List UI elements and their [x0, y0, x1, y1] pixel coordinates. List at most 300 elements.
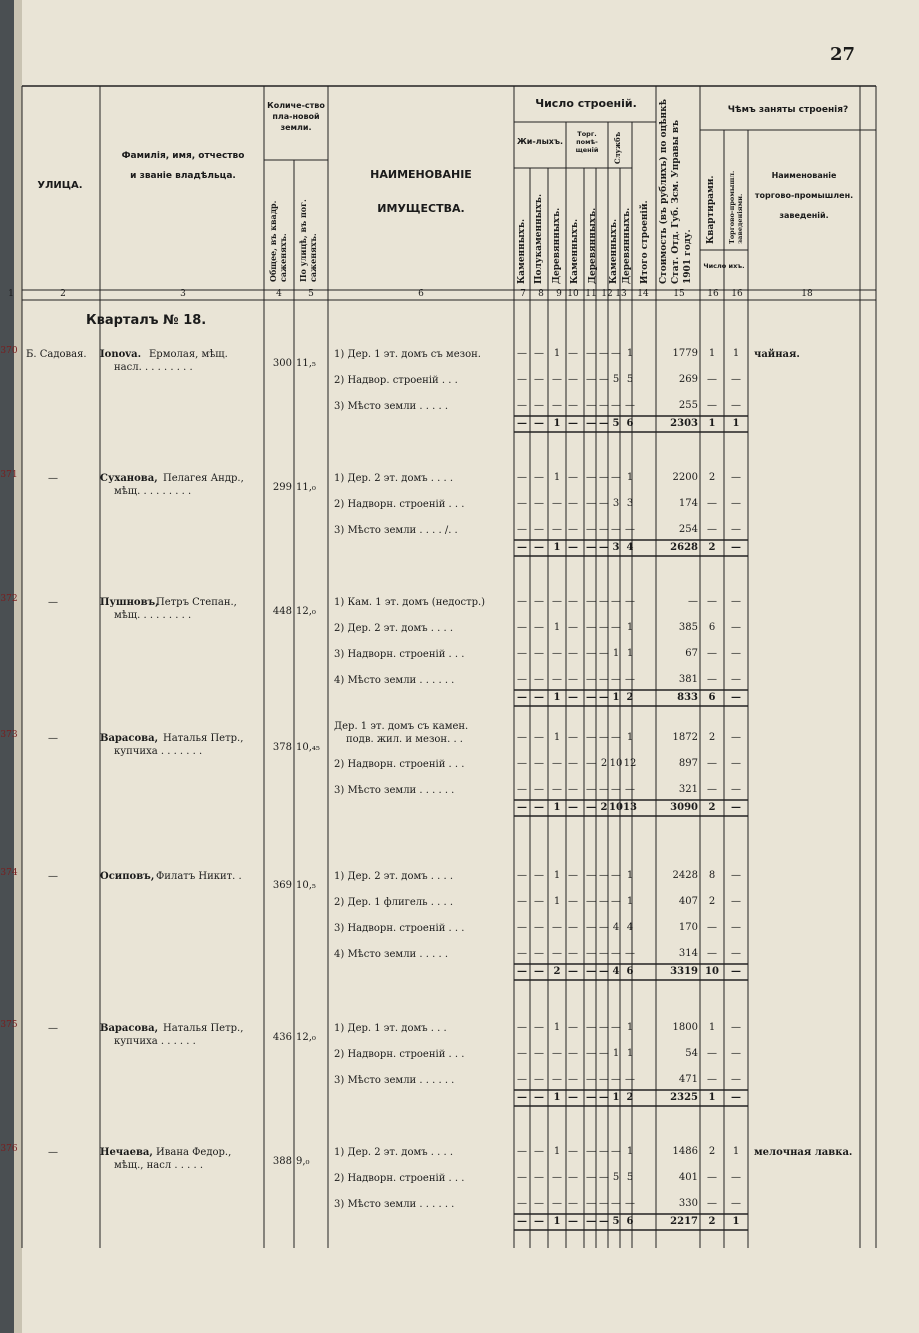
property-value: 321	[678, 784, 698, 795]
building-count-c9: —	[552, 948, 562, 959]
owner-surname: Суханова,	[100, 473, 158, 484]
building-count-c13: —	[611, 596, 621, 607]
street-name: —	[48, 473, 58, 484]
apartments-count: —	[707, 1074, 717, 1085]
property-value: 269	[678, 374, 698, 385]
trade-estab-count: —	[731, 896, 741, 907]
building-count-c12: —	[599, 524, 609, 535]
building-count-c11: —	[586, 1048, 596, 1059]
trade-estab-count: —	[731, 1172, 741, 1183]
total-count-c11: —	[586, 542, 596, 553]
building-count-c14: 3	[626, 498, 634, 509]
building-count-c7: —	[517, 1022, 527, 1033]
column-number: 8	[538, 289, 544, 299]
building-count-c8: —	[534, 1146, 544, 1157]
trade-estab-count: —	[731, 374, 741, 385]
total-apartments: 2	[708, 802, 716, 813]
building-count-c14: 1	[626, 1022, 634, 1033]
building-count-c8: —	[534, 1172, 544, 1183]
header-residential: Жи-лыхъ.	[516, 137, 564, 146]
total-count-c11: —	[586, 1216, 596, 1227]
header-wooden-2: Деревянныхъ.	[588, 207, 598, 284]
apartments-count: 2	[708, 1146, 716, 1157]
building-count-c13: —	[611, 1146, 621, 1157]
building-count-c9: —	[552, 648, 562, 659]
building-count-c10: —	[568, 948, 578, 959]
building-count-c11: —	[586, 758, 596, 769]
total-count-c13: 1	[612, 1092, 620, 1103]
entry-index: 370	[0, 346, 18, 356]
building-count-c7: —	[517, 732, 527, 743]
column-number: 2	[60, 289, 66, 299]
building-count-c10: —	[568, 1074, 578, 1085]
owner-status: мѣщ., насл . . . . .	[114, 1160, 204, 1171]
header-land-street: По улицѣ, въ пог. саженяхъ.	[298, 199, 318, 282]
trade-estab-count: —	[731, 732, 741, 743]
apartments-count: —	[707, 596, 717, 607]
building-count-c11: —	[586, 648, 596, 659]
apartments-count: 2	[708, 472, 716, 483]
building-count-c10: —	[568, 1172, 578, 1183]
property-value: 401	[678, 1172, 698, 1183]
building-count-c8: —	[534, 400, 544, 411]
total-apartments: 2	[708, 1216, 716, 1227]
property-item: 3) Мѣсто земли . . . . . .	[334, 785, 455, 796]
entry-index: 371	[0, 470, 18, 480]
header-stone-2: Каменныхъ.	[570, 218, 580, 284]
header-buildings: Число строеній.	[535, 97, 637, 110]
building-count-c14: —	[625, 400, 635, 411]
column-number: 11	[585, 289, 597, 299]
property-item: 2) Надворн. строеній . . .	[334, 1173, 465, 1184]
owner-status: мѣщ. . . . . . . . .	[114, 610, 192, 621]
total-count-c14: 2	[626, 1092, 634, 1103]
building-count-c13: —	[611, 784, 621, 795]
building-count-c14: —	[625, 1074, 635, 1085]
property-value: 897	[678, 758, 698, 769]
header-stone-3: Каменныхъ.	[609, 218, 619, 284]
building-count-c13: —	[611, 870, 621, 881]
building-count-c11: —	[586, 1172, 596, 1183]
establishment-name: мелочная лавка.	[754, 1147, 853, 1158]
property-value: 381	[678, 674, 698, 685]
building-count-c13: 10	[609, 758, 623, 769]
entry-index: 375	[0, 1020, 18, 1030]
building-count-c12: —	[599, 732, 609, 743]
building-count-c9: 1	[553, 472, 561, 483]
header-count: Число ихъ.	[703, 262, 745, 270]
total-count-c8: —	[534, 542, 544, 553]
trade-estab-count: 1	[732, 1146, 740, 1157]
apartments-count: 2	[708, 732, 716, 743]
total-count-c10: —	[568, 966, 578, 977]
building-count-c7: —	[517, 1172, 527, 1183]
building-count-c13: —	[611, 622, 621, 633]
total-count-c12: —	[599, 418, 609, 429]
property-item: 2) Надворн. строеній . . .	[334, 499, 465, 510]
total-trade-estab: 1	[732, 418, 740, 429]
header-stone-1: Каменныхъ.	[517, 218, 527, 284]
building-count-c11: —	[586, 348, 596, 359]
total-count-c7: —	[517, 692, 527, 703]
property-value: 471	[678, 1074, 698, 1085]
trade-estab-count: —	[731, 1074, 741, 1085]
building-count-c8: —	[534, 498, 544, 509]
building-count-c13: —	[611, 896, 621, 907]
street-name: Б. Садовая.	[26, 349, 87, 360]
building-count-c8: —	[534, 648, 544, 659]
building-count-c11: —	[586, 896, 596, 907]
total-count-c10: —	[568, 692, 578, 703]
total-count-c14: 6	[626, 1216, 634, 1227]
building-count-c13: —	[611, 524, 621, 535]
property-value: 170	[678, 922, 698, 933]
total-value: 2628	[670, 542, 698, 553]
land-total: 436	[272, 1032, 292, 1043]
owner-surname: Пушновъ,	[100, 597, 159, 608]
building-count-c7: —	[517, 374, 527, 385]
building-count-c14: —	[625, 784, 635, 795]
entry-index: 374	[0, 868, 18, 878]
building-count-c12: —	[599, 1172, 609, 1183]
street-name: —	[48, 733, 58, 744]
apartments-count: 8	[708, 870, 716, 881]
building-count-c8: —	[534, 596, 544, 607]
land-street: 11,₀	[296, 482, 316, 493]
street-name: —	[48, 1023, 58, 1034]
owner-status: мѣщ. . . . . . . . .	[114, 486, 192, 497]
building-count-c13: 3	[612, 498, 620, 509]
building-count-c14: 1	[626, 472, 634, 483]
building-count-c14: —	[625, 674, 635, 685]
total-count-c14: 2	[626, 692, 634, 703]
building-count-c13: 4	[612, 922, 620, 933]
total-count-c10: —	[568, 418, 578, 429]
building-count-c10: —	[568, 1198, 578, 1209]
building-count-c11: —	[586, 498, 596, 509]
total-count-c7: —	[517, 966, 527, 977]
building-count-c7: —	[517, 400, 527, 411]
building-count-c8: —	[534, 870, 544, 881]
total-trade-estab: —	[731, 802, 741, 813]
property-value: 1486	[672, 1146, 698, 1157]
property-item-cont: подв. жил. и мезон. . .	[346, 734, 463, 745]
building-count-c13: 1	[612, 648, 620, 659]
building-count-c7: —	[517, 348, 527, 359]
building-count-c9: 1	[553, 896, 561, 907]
apartments-count: —	[707, 1172, 717, 1183]
property-item: 1) Дер. 2 эт. домъ . . . .	[334, 1147, 454, 1158]
header-land-area: Количе-ство пла-новой земли.	[267, 101, 325, 132]
building-count-c12: —	[599, 1048, 609, 1059]
building-count-c7: —	[517, 758, 527, 769]
building-count-c13: —	[611, 1074, 621, 1085]
building-count-c7: —	[517, 784, 527, 795]
building-count-c8: —	[534, 896, 544, 907]
total-count-c12: 2	[600, 802, 608, 813]
total-count-c14: 13	[623, 802, 637, 813]
building-count-c10: —	[568, 498, 578, 509]
property-value: 67	[685, 648, 698, 659]
building-count-c8: —	[534, 948, 544, 959]
property-value: 330	[678, 1198, 698, 1209]
header-half-stone: Полукаменныхъ.	[534, 193, 544, 284]
building-count-c11: —	[586, 1146, 596, 1157]
building-count-c9: —	[552, 1074, 562, 1085]
building-count-c12: —	[599, 498, 609, 509]
total-count-c13: 4	[612, 966, 620, 977]
trade-estab-count: —	[731, 648, 741, 659]
building-count-c14: 1	[626, 732, 634, 743]
land-street: 10,₅	[296, 880, 316, 891]
building-count-c14: —	[625, 596, 635, 607]
building-count-c12: —	[599, 948, 609, 959]
total-count-c7: —	[517, 542, 527, 553]
apartments-count: 2	[708, 896, 716, 907]
total-apartments: 6	[708, 692, 716, 703]
trade-estab-count: —	[731, 1022, 741, 1033]
building-count-c14: 1	[626, 870, 634, 881]
building-count-c14: —	[625, 948, 635, 959]
building-count-c9: —	[552, 758, 562, 769]
building-count-c7: —	[517, 498, 527, 509]
building-count-c9: —	[552, 1198, 562, 1209]
header-occupied: Чѣмъ заняты строенія?	[727, 105, 849, 115]
total-count-c13: 3	[612, 542, 620, 553]
building-count-c12: —	[599, 348, 609, 359]
building-count-c11: —	[586, 948, 596, 959]
building-count-c10: —	[568, 870, 578, 881]
building-count-c8: —	[534, 622, 544, 633]
apartments-count: —	[707, 498, 717, 509]
total-count-c8: —	[534, 966, 544, 977]
building-count-c14: 12	[623, 758, 637, 769]
building-count-c10: —	[568, 622, 578, 633]
land-street: 10,₄₅	[296, 742, 320, 753]
land-total: 299	[272, 482, 292, 493]
apartments-count: 6	[708, 622, 716, 633]
property-value: —	[688, 596, 698, 607]
owner-surname: Варасова,	[100, 1023, 159, 1034]
apartments-count: —	[707, 784, 717, 795]
building-count-c10: —	[568, 524, 578, 535]
building-count-c12: —	[599, 784, 609, 795]
header-property: НАИМЕНОВАНІЕ ИМУЩЕСТВА.	[370, 168, 472, 215]
building-count-c10: —	[568, 896, 578, 907]
trade-estab-count: —	[731, 948, 741, 959]
property-item: 1) Дер. 2 эт. домъ . . . .	[334, 473, 454, 484]
building-count-c14: 1	[626, 648, 634, 659]
column-number: 15	[673, 289, 685, 299]
property-value: 254	[678, 524, 698, 535]
building-count-c10: —	[568, 758, 578, 769]
apartments-count: —	[707, 648, 717, 659]
building-count-c8: —	[534, 1022, 544, 1033]
total-count-c8: —	[534, 1216, 544, 1227]
building-count-c13: —	[611, 472, 621, 483]
property-item: 2) Дер. 2 эт. домъ . . . .	[334, 623, 454, 634]
building-count-c12: —	[599, 674, 609, 685]
owner-surname: Ionova.	[100, 349, 142, 360]
total-count-c7: —	[517, 1092, 527, 1103]
apartments-count: —	[707, 922, 717, 933]
building-count-c12: —	[599, 1074, 609, 1085]
building-count-c13: —	[611, 348, 621, 359]
property-item: 3) Мѣсто земли . . . . . .	[334, 1199, 455, 1210]
building-count-c10: —	[568, 472, 578, 483]
building-count-c8: —	[534, 732, 544, 743]
total-count-c13: 1	[612, 692, 620, 703]
building-count-c8: —	[534, 1074, 544, 1085]
total-trade-estab: —	[731, 542, 741, 553]
entry-index: 376	[0, 1144, 18, 1154]
building-count-c9: 1	[553, 1146, 561, 1157]
building-count-c14: —	[625, 1198, 635, 1209]
land-total: 369	[272, 880, 292, 891]
header-street: УЛИЦА.	[37, 180, 83, 191]
property-item: 3) Надворн. строеній . . .	[334, 923, 465, 934]
building-count-c11: —	[586, 374, 596, 385]
building-count-c10: —	[568, 348, 578, 359]
total-count-c8: —	[534, 418, 544, 429]
street-name: —	[48, 1147, 58, 1158]
property-item: 3) Надворн. строеній . . .	[334, 649, 465, 660]
trade-estab-count: —	[731, 1048, 741, 1059]
total-apartments: 10	[705, 966, 719, 977]
total-count-c14: 6	[626, 966, 634, 977]
property-item: 4) Мѣсто земли . . . . .	[334, 949, 448, 960]
building-count-c14: 4	[626, 922, 634, 933]
building-count-c12: —	[599, 870, 609, 881]
building-count-c10: —	[568, 784, 578, 795]
trade-estab-count: —	[731, 596, 741, 607]
property-value: 407	[678, 896, 698, 907]
street-name: —	[48, 597, 58, 608]
building-count-c8: —	[534, 374, 544, 385]
building-count-c7: —	[517, 622, 527, 633]
building-count-c9: —	[552, 674, 562, 685]
building-count-c10: —	[568, 674, 578, 685]
total-apartments: 1	[708, 418, 716, 429]
building-count-c12: —	[599, 400, 609, 411]
owner-surname: Варасова,	[100, 733, 159, 744]
building-count-c10: —	[568, 374, 578, 385]
trade-estab-count: —	[731, 1198, 741, 1209]
total-count-c8: —	[534, 802, 544, 813]
total-count-c11: —	[586, 802, 596, 813]
building-count-c12: —	[599, 472, 609, 483]
owner-name: Ивана Федор.,	[156, 1147, 232, 1158]
owner-surname: Нечаева,	[100, 1147, 153, 1158]
column-number: 3	[180, 289, 186, 299]
property-item: 2) Надвор. строеній . . .	[334, 375, 458, 386]
building-count-c11: —	[586, 472, 596, 483]
header-apartments: Квартирами.	[706, 175, 716, 244]
building-count-c11: —	[586, 922, 596, 933]
trade-estab-count: —	[731, 922, 741, 933]
building-count-c11: —	[586, 870, 596, 881]
building-count-c9: 1	[553, 622, 561, 633]
building-count-c9: —	[552, 596, 562, 607]
header-total-buildings: Итого строеній.	[640, 200, 650, 284]
building-count-c7: —	[517, 870, 527, 881]
building-count-c12: 2	[600, 758, 608, 769]
property-item: 4) Мѣсто земли . . . . . .	[334, 675, 455, 686]
building-count-c9: 1	[553, 870, 561, 881]
total-count-c7: —	[517, 1216, 527, 1227]
total-apartments: 2	[708, 542, 716, 553]
total-apartments: 1	[708, 1092, 716, 1103]
building-count-c14: 1	[626, 896, 634, 907]
owner-status: купчиха . . . . . .	[114, 1036, 196, 1047]
building-count-c14: 5	[626, 1172, 634, 1183]
total-count-c12: —	[599, 1216, 609, 1227]
total-count-c8: —	[534, 692, 544, 703]
total-count-c9: 1	[553, 1216, 561, 1227]
trade-estab-count: —	[731, 674, 741, 685]
building-count-c13: —	[611, 1022, 621, 1033]
owner-status: насл. . . . . . . . .	[114, 362, 193, 373]
total-value: 2217	[670, 1216, 698, 1227]
total-count-c12: —	[599, 1092, 609, 1103]
apartments-count: —	[707, 374, 717, 385]
owner-name: Филатъ Никит. .	[156, 871, 242, 882]
property-item: 2) Дер. 1 флигель . . . .	[334, 897, 454, 908]
column-number: 10	[567, 289, 579, 299]
property-item: 3) Мѣсто земли . . . . . .	[334, 1075, 455, 1086]
building-count-c14: 1	[626, 622, 634, 633]
building-count-c14: —	[625, 524, 635, 535]
trade-estab-count: —	[731, 400, 741, 411]
building-count-c10: —	[568, 1146, 578, 1157]
land-total: 378	[272, 742, 292, 753]
building-count-c10: —	[568, 648, 578, 659]
property-item: 1) Кам. 1 эт. домъ (недостр.)	[334, 597, 486, 608]
land-total: 300	[272, 358, 292, 369]
total-count-c9: 1	[553, 802, 561, 813]
building-count-c10: —	[568, 596, 578, 607]
building-count-c11: —	[586, 732, 596, 743]
total-count-c8: —	[534, 1092, 544, 1103]
building-count-c12: —	[599, 596, 609, 607]
building-count-c9: 1	[553, 348, 561, 359]
total-count-c9: 2	[553, 966, 561, 977]
building-count-c10: —	[568, 922, 578, 933]
entry-index: 373	[0, 730, 18, 740]
trade-estab-count: 1	[732, 348, 740, 359]
trade-estab-count: —	[731, 758, 741, 769]
building-count-c14: 1	[626, 348, 634, 359]
total-trade-estab: —	[731, 966, 741, 977]
building-count-c7: —	[517, 1146, 527, 1157]
total-count-c10: —	[568, 542, 578, 553]
land-street: 12,₀	[296, 1032, 316, 1043]
property-item: Дер. 1 эт. домъ съ камен.	[334, 721, 469, 732]
building-count-c9: —	[552, 922, 562, 933]
total-count-c9: 1	[553, 418, 561, 429]
column-number: 5	[308, 289, 314, 299]
owner-status: купчиха . . . . . . .	[114, 746, 203, 757]
total-value: 3319	[670, 966, 698, 977]
column-number: 1	[8, 289, 14, 299]
building-count-c8: —	[534, 524, 544, 535]
apartments-count: 1	[708, 1022, 716, 1033]
trade-estab-count: —	[731, 524, 741, 535]
property-value: 2428	[672, 870, 698, 881]
total-count-c12: —	[599, 966, 609, 977]
building-count-c14: 1	[626, 1048, 634, 1059]
building-count-c12: —	[599, 896, 609, 907]
